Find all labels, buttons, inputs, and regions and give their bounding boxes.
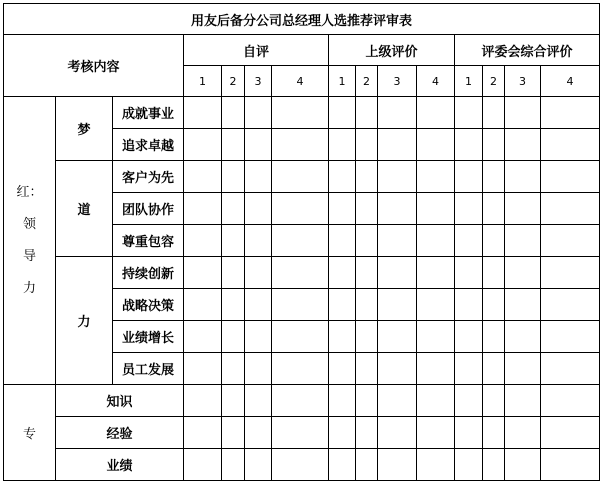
grade-cell[interactable] [483,161,505,193]
grade-cell[interactable] [378,385,417,417]
grade-cell[interactable] [184,97,222,129]
grade-cell[interactable] [245,449,272,481]
grade-cell[interactable] [222,257,245,289]
grade-cell[interactable] [356,385,378,417]
grade-cell[interactable] [222,193,245,225]
grade-cell[interactable] [483,193,505,225]
grade-cell[interactable] [356,161,378,193]
grade-cell[interactable] [455,289,483,321]
grade-cell[interactable] [222,321,245,353]
grade-cell[interactable] [483,129,505,161]
red-leadership-label [4,97,56,385]
grade-cell[interactable] [505,257,541,289]
grade-cell[interactable] [417,353,455,385]
grade-cell[interactable] [222,353,245,385]
grade-cell[interactable] [356,97,378,129]
item-label: 追求卓越 [113,129,184,161]
grade-cell[interactable] [483,97,505,129]
grade-cell[interactable] [329,257,356,289]
grade-cell[interactable] [222,289,245,321]
grade-cell[interactable] [417,385,455,417]
grade-cell[interactable] [272,289,329,321]
grade-cell[interactable] [378,193,417,225]
grade-cell[interactable] [455,129,483,161]
grade-cell[interactable] [505,417,541,449]
grade-cell[interactable] [483,321,505,353]
grade-cell[interactable] [222,385,245,417]
item-label: 持续创新 [113,257,184,289]
item-label: 团队协作 [113,193,184,225]
grade-cell[interactable] [222,449,245,481]
grade-cell[interactable] [329,129,356,161]
item-label: 员工发展 [113,353,184,385]
grade-cell[interactable] [541,129,600,161]
grade-cell[interactable] [329,449,356,481]
grade-cell[interactable] [483,225,505,257]
grade-cell[interactable] [356,193,378,225]
score-header: 3 [245,66,272,97]
grade-cell[interactable] [417,225,455,257]
grade-cell[interactable] [505,161,541,193]
red-label-line: 领 [22,216,36,232]
grade-cell[interactable] [455,225,483,257]
grade-cell[interactable] [541,289,600,321]
item-label: 知识 [56,385,184,417]
grade-cell[interactable] [378,225,417,257]
grade-cell[interactable] [541,385,600,417]
subgroup-meng: 梦 [56,97,113,161]
red-label-line: 力 [22,280,36,296]
grade-cell[interactable] [329,353,356,385]
group-header-self: 自评 [184,35,329,66]
score-header: 4 [541,66,600,97]
grade-cell[interactable] [184,257,222,289]
grade-cell[interactable] [541,449,600,481]
grade-cell[interactable] [455,321,483,353]
grade-cell[interactable] [356,225,378,257]
subgroup-li: 力 [56,257,113,385]
item-label: 成就事业 [113,97,184,129]
group-header-superior: 上级评价 [329,35,455,66]
grade-cell[interactable] [184,353,222,385]
grade-cell[interactable] [378,161,417,193]
red-label-line: 红： [16,184,43,200]
grade-cell[interactable] [417,97,455,129]
grade-cell[interactable] [378,129,417,161]
grade-cell[interactable] [483,449,505,481]
grade-cell[interactable] [541,225,600,257]
grade-cell[interactable] [455,449,483,481]
grade-cell[interactable] [541,193,600,225]
score-header: 1 [329,66,356,97]
grade-cell[interactable] [483,289,505,321]
grade-cell[interactable] [356,417,378,449]
grade-cell[interactable] [455,193,483,225]
grade-cell[interactable] [505,353,541,385]
grade-cell[interactable] [378,417,417,449]
grade-cell[interactable] [272,417,329,449]
grade-cell[interactable] [483,353,505,385]
grade-cell[interactable] [272,193,329,225]
grade-cell[interactable] [417,161,455,193]
grade-cell[interactable] [356,449,378,481]
grade-cell[interactable] [245,129,272,161]
grade-cell[interactable] [245,385,272,417]
grade-cell[interactable] [222,417,245,449]
grade-cell[interactable] [505,385,541,417]
score-header: 4 [417,66,455,97]
grade-cell[interactable] [541,353,600,385]
grade-cell[interactable] [245,97,272,129]
grade-cell[interactable] [222,129,245,161]
grade-cell[interactable] [272,97,329,129]
grade-cell[interactable] [483,417,505,449]
grade-cell[interactable] [272,225,329,257]
score-header: 2 [222,66,245,97]
grade-cell[interactable] [541,321,600,353]
grade-cell[interactable] [455,257,483,289]
grade-cell[interactable] [184,449,222,481]
score-header: 2 [483,66,505,97]
grade-cell[interactable] [417,449,455,481]
score-header: 4 [272,66,329,97]
grade-cell[interactable] [245,289,272,321]
grade-cell[interactable] [329,161,356,193]
grade-cell[interactable] [329,417,356,449]
grade-cell[interactable] [417,321,455,353]
grade-cell[interactable] [356,289,378,321]
grade-cell[interactable] [245,193,272,225]
grade-cell[interactable] [378,353,417,385]
grade-cell[interactable] [356,353,378,385]
grade-cell[interactable] [245,353,272,385]
grade-cell[interactable] [245,257,272,289]
grade-cell[interactable] [505,225,541,257]
grade-cell[interactable] [378,97,417,129]
grade-cell[interactable] [541,257,600,289]
grade-cell[interactable] [455,97,483,129]
grade-cell[interactable] [272,321,329,353]
grade-cell[interactable] [272,385,329,417]
item-label: 经验 [56,417,184,449]
grade-cell[interactable] [272,161,329,193]
grade-cell[interactable] [329,289,356,321]
assessment-content-header: 考核内容 [4,35,184,97]
group-header-committee: 评委会综合评价 [455,35,600,66]
subgroup-dao: 道 [56,161,113,257]
grade-cell[interactable] [245,417,272,449]
grade-cell[interactable] [455,353,483,385]
grade-cell[interactable] [378,289,417,321]
red-label-line: 导 [22,248,36,264]
grade-cell[interactable] [541,417,600,449]
grade-cell[interactable] [329,385,356,417]
grade-cell[interactable] [184,321,222,353]
grade-cell[interactable] [505,129,541,161]
grade-cell[interactable] [245,161,272,193]
grade-cell[interactable] [184,225,222,257]
grade-cell[interactable] [184,193,222,225]
score-header: 1 [455,66,483,97]
grade-cell[interactable] [184,129,222,161]
item-label: 业绩增长 [113,321,184,353]
score-header: 2 [356,66,378,97]
item-label: 业绩 [56,449,184,481]
grade-cell[interactable] [455,161,483,193]
grade-cell[interactable] [378,321,417,353]
grade-cell[interactable] [272,449,329,481]
grade-cell[interactable] [329,225,356,257]
grade-cell[interactable] [505,97,541,129]
grade-cell[interactable] [378,257,417,289]
grade-cell[interactable] [417,193,455,225]
grade-cell[interactable] [455,385,483,417]
grade-cell[interactable] [417,129,455,161]
grade-cell[interactable] [483,257,505,289]
grade-cell[interactable] [329,321,356,353]
grade-cell[interactable] [245,225,272,257]
grade-cell[interactable] [483,385,505,417]
table-title: 用友后备分公司总经理人选推荐评审表 [4,4,600,35]
item-label: 客户为先 [113,161,184,193]
grade-cell[interactable] [184,289,222,321]
grade-cell[interactable] [329,193,356,225]
grade-cell[interactable] [272,257,329,289]
score-header: 1 [184,66,222,97]
score-header: 3 [505,66,541,97]
item-label: 尊重包容 [113,225,184,257]
grade-cell[interactable] [272,129,329,161]
item-label: 战略决策 [113,289,184,321]
grade-cell[interactable] [356,321,378,353]
grade-cell[interactable] [417,257,455,289]
grade-cell[interactable] [184,385,222,417]
score-header: 3 [378,66,417,97]
grade-cell[interactable] [417,289,455,321]
grade-cell[interactable] [455,417,483,449]
grade-cell[interactable] [222,97,245,129]
grade-cell[interactable] [505,289,541,321]
grade-cell[interactable] [378,449,417,481]
zhuan-label: 专 [4,385,56,481]
grade-cell[interactable] [329,97,356,129]
grade-cell[interactable] [356,257,378,289]
grade-cell[interactable] [505,321,541,353]
grade-cell[interactable] [505,193,541,225]
grade-cell[interactable] [222,225,245,257]
grade-cell[interactable] [222,161,245,193]
grade-cell[interactable] [505,449,541,481]
evaluation-table [3,3,600,481]
grade-cell[interactable] [356,129,378,161]
grade-cell[interactable] [417,417,455,449]
grade-cell[interactable] [184,161,222,193]
grade-cell[interactable] [272,353,329,385]
grade-cell[interactable] [541,97,600,129]
grade-cell[interactable] [184,417,222,449]
grade-cell[interactable] [541,161,600,193]
grade-cell[interactable] [245,321,272,353]
